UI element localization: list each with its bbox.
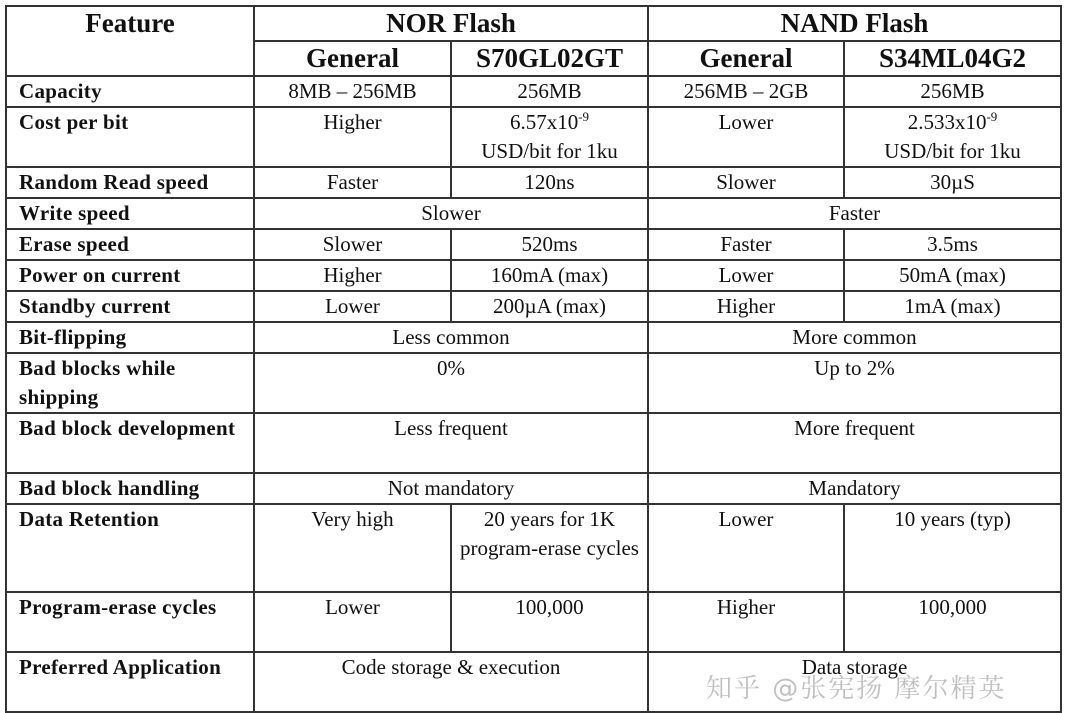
table-row (6, 260, 1061, 291)
nand-merged-cell: Data storage (648, 652, 1061, 712)
header-nor-general: General (254, 41, 451, 76)
feature-cell: Capacity (6, 76, 254, 107)
feature-cell: Cost per bit (6, 107, 254, 167)
nor-general-cell: Lower (254, 291, 451, 322)
table-row (6, 229, 1061, 260)
nor-part-cell: 160mA (max) (451, 260, 648, 291)
nand-merged-cell: More frequent (648, 413, 1061, 473)
nor-general-cell: Faster (254, 167, 451, 198)
table-row (6, 167, 1061, 198)
nand-general-cell: 256MB – 2GB (648, 76, 844, 107)
nand-part-cell (844, 107, 1061, 167)
cost-unit: USD/bit for 1ku (884, 139, 1021, 163)
feature-cell: Write speed (6, 198, 254, 229)
feature-cell: Random Read speed (6, 167, 254, 198)
nor-part-cell: 200µA (max) (451, 291, 648, 322)
table-row (6, 291, 1061, 322)
nor-part-cell: 120ns (451, 167, 648, 198)
table-row (6, 107, 1061, 167)
nor-merged-cell: Less common (254, 322, 648, 353)
cost-base: 2.533x10 (907, 110, 987, 134)
header-nand-general: General (648, 41, 844, 76)
feature-cell: Preferred Application (6, 652, 254, 712)
nor-general-cell: Higher (254, 260, 451, 291)
nor-vs-nand-comparison-table (5, 5, 1062, 713)
cost-exponent: -9 (578, 109, 590, 124)
feature-cell: Erase speed (6, 229, 254, 260)
nor-merged-cell: Not mandatory (254, 473, 648, 504)
nor-merged-cell: Code storage & execution (254, 652, 648, 712)
feature-cell: Bad block development (6, 413, 254, 473)
nand-part-cell: 50mA (max) (844, 260, 1061, 291)
feature-cell: Bad blocks while shipping (6, 353, 254, 413)
nand-part-cell: 3.5ms (844, 229, 1061, 260)
feature-cell: Program-erase cycles (6, 592, 254, 652)
nor-merged-cell: 0% (254, 353, 648, 413)
table-row (6, 473, 1061, 504)
feature-cell: Bit-flipping (6, 322, 254, 353)
table-row (6, 353, 1061, 413)
nand-part-cell: 10 years (typ) (844, 504, 1061, 592)
table-row (6, 322, 1061, 353)
nand-general-cell: Higher (648, 291, 844, 322)
nand-part-cell: 256MB (844, 76, 1061, 107)
nor-general-cell: 8MB – 256MB (254, 76, 451, 107)
nand-part-cell: 100,000 (844, 592, 1061, 652)
nor-general-cell: Very high (254, 504, 451, 592)
nor-general-cell: Lower (254, 592, 451, 652)
nand-general-cell: Slower (648, 167, 844, 198)
nand-merged-cell: More common (648, 322, 1061, 353)
nand-general-cell: Higher (648, 592, 844, 652)
header-nand-flash: NAND Flash (648, 6, 1061, 41)
header-feature: Feature (6, 6, 254, 76)
nor-general-cell: Higher (254, 107, 451, 167)
nand-part-cell: 30µS (844, 167, 1061, 198)
feature-cell: Bad block handling (6, 473, 254, 504)
nor-merged-cell: Slower (254, 198, 648, 229)
table-row (6, 198, 1061, 229)
table-row (6, 413, 1061, 473)
nand-part-cell: 1mA (max) (844, 291, 1061, 322)
nor-part-cell: 520ms (451, 229, 648, 260)
nand-merged-cell: Faster (648, 198, 1061, 229)
nand-merged-cell: Mandatory (648, 473, 1061, 504)
header-nor-part: S70GL02GT (451, 41, 648, 76)
feature-cell: Data Retention (6, 504, 254, 592)
nor-general-cell: Slower (254, 229, 451, 260)
cost-unit: USD/bit for 1ku (481, 139, 618, 163)
table-row (6, 76, 1061, 107)
feature-cell: Standby current (6, 291, 254, 322)
table-row (6, 592, 1061, 652)
nor-part-cell: 256MB (451, 76, 648, 107)
watermark: 知乎 @张宪扬 摩尔精英 (706, 674, 1007, 704)
nor-merged-cell: Less frequent (254, 413, 648, 473)
header-nand-part: S34ML04G2 (844, 41, 1061, 76)
nand-general-cell: Faster (648, 229, 844, 260)
feature-cell: Power on current (6, 260, 254, 291)
nor-part-cell: 100,000 (451, 592, 648, 652)
cost-exponent: -9 (986, 109, 998, 124)
nor-part-cell: 20 years for 1K program-erase cycles (451, 504, 648, 592)
nand-general-cell: Lower (648, 504, 844, 592)
nand-general-cell: Lower (648, 260, 844, 291)
cost-base: 6.57x10 (509, 110, 579, 134)
table-row (6, 652, 1061, 712)
header-nor-flash: NOR Flash (254, 6, 648, 41)
nand-merged-cell: Up to 2% (648, 353, 1061, 413)
nand-general-cell: Lower (648, 107, 844, 167)
header-row-1 (6, 6, 1061, 41)
nor-part-cell (451, 107, 648, 167)
table-row (6, 504, 1061, 592)
